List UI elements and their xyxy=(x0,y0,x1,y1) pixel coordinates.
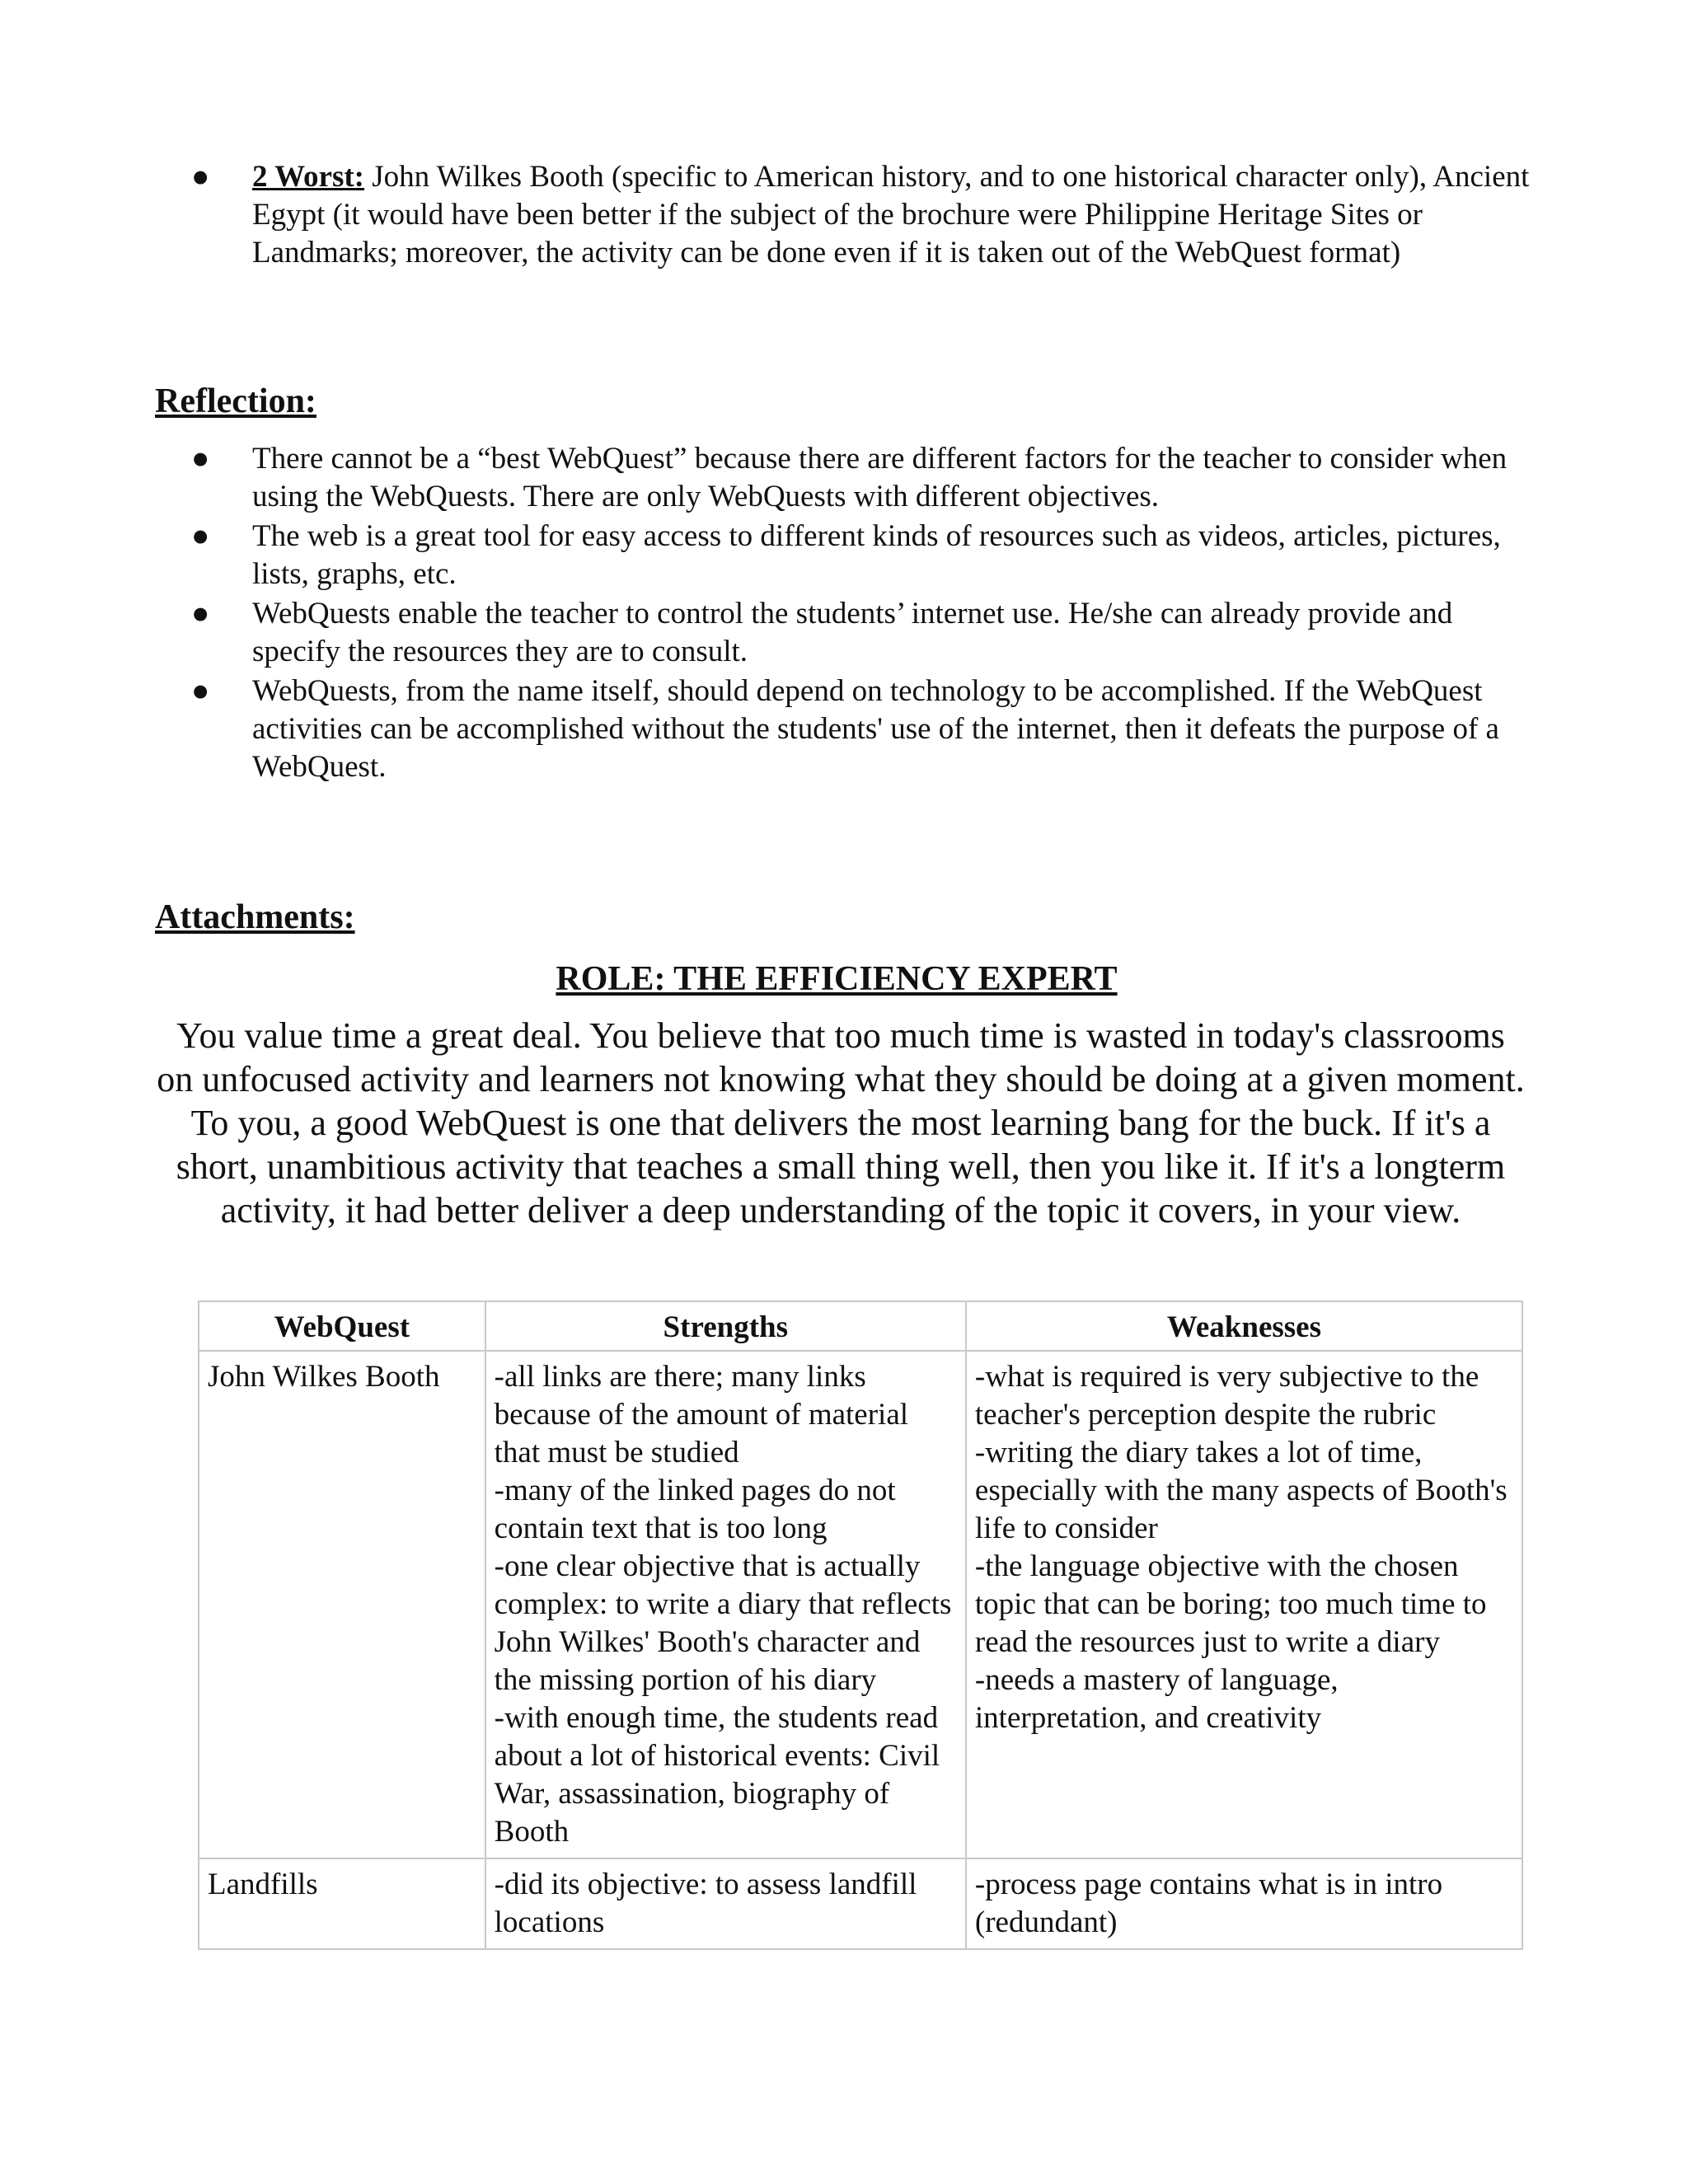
reflection-item-text: WebQuests enable the teacher to control the students’ internet use. He/she can already provide and specify the resources they are to consult. xyxy=(252,597,1453,668)
reflection-item-text: The web is a great tool for easy access to different kinds of resources such as videos, articles, pictures, lists, graphs, etc. xyxy=(252,519,1501,591)
list-item xyxy=(155,518,1540,593)
strengths-cell xyxy=(485,1858,966,1949)
role-title: ROLE: THE EFFICIENCY EXPERT xyxy=(556,960,1118,998)
bullet-icon: ● xyxy=(191,597,210,630)
bullet-icon: ● xyxy=(191,674,210,708)
weakness-item: -process page contains what is in intro (redundant) xyxy=(974,1868,1443,1939)
column-header-weaknesses: Weaknesses xyxy=(966,1301,1522,1351)
evaluation-table xyxy=(198,1301,1523,1950)
reflection-heading: Reflection: xyxy=(155,382,316,420)
reflection-item-text: WebQuests, from the name itself, should depend on technology to be accomplished. If the WebQuest activities can be accomplished without the students' use of the internet, then it defeats the purpose of a WebQuest. xyxy=(252,674,1499,784)
bullet-icon: ● xyxy=(191,160,210,194)
reflection-list xyxy=(155,440,1540,788)
table-row xyxy=(199,1351,1522,1858)
weakness-item: -writing the diary takes a lot of time, especially with the many aspects of Booth's life to consider xyxy=(974,1436,1507,1545)
list-item xyxy=(155,158,1540,272)
column-header-strengths: Strengths xyxy=(485,1301,966,1351)
table-header-row xyxy=(199,1301,1522,1351)
weaknesses-cell xyxy=(966,1858,1522,1949)
worst-label: 2 Worst: xyxy=(252,160,365,194)
worst-list xyxy=(155,158,1540,274)
list-item xyxy=(155,595,1540,671)
strengths-cell xyxy=(485,1351,966,1858)
webquest-name-cell: John Wilkes Booth xyxy=(199,1351,485,1858)
weakness-item: -needs a mastery of language, interpretation, and creativity xyxy=(974,1663,1339,1735)
table-row xyxy=(199,1858,1522,1949)
weakness-item: -what is required is very subjective to the teacher's perception despite the rubric xyxy=(974,1360,1479,1432)
strength-item: -did its objective: to assess landfill locations xyxy=(494,1868,917,1939)
weaknesses-cell xyxy=(966,1351,1522,1858)
bullet-icon: ● xyxy=(191,519,210,553)
list-item xyxy=(155,440,1540,516)
strength-item: -all links are there; many links because of the amount of material that must be studied xyxy=(494,1360,909,1469)
strength-item: -many of the linked pages do not contain text that is too long xyxy=(494,1474,896,1545)
column-header-webquest: WebQuest xyxy=(199,1301,485,1351)
role-description: You value time a great deal. You believe that too much time is wasted in today's classrooms on unfocused activity and learners not knowing what they should be doing at a given moment. To you, a good WebQuest is one that delivers the most learning bang for the buck. If it's a short, unambitious activity that teaches a small thing well, then you like it. If it's a longterm activity, it had better deliver a deep understanding of the topic it covers, in your view. xyxy=(157,1015,1525,1230)
attachments-heading: Attachments: xyxy=(155,898,355,936)
worst-text: John Wilkes Booth (specific to American history, and to one historical character only), Ancient Egypt (it would have been better if the subject of the brochure were Philippine Heritage Sites or Landmarks; moreover, the activity can be done even if it is taken out of the WebQuest format) xyxy=(252,160,1530,269)
strength-item: -one clear objective that is actually complex: to write a diary that reflects John Wilkes' Booth's character and the missing portion of his diary xyxy=(494,1549,952,1697)
reflection-item-text: There cannot be a “best WebQuest” because there are different factors for the teacher to consider when using the WebQuests. There are only WebQuests with different objectives. xyxy=(252,442,1507,513)
strength-item: -with enough time, the students read about a lot of historical events: Civil War, assassination, biography of Booth xyxy=(494,1701,940,1849)
bullet-icon: ● xyxy=(191,442,210,476)
webquest-name-cell: Landfills xyxy=(199,1858,485,1949)
weakness-item: -the language objective with the chosen topic that can be boring; too much time to read the resources just to write a diary xyxy=(974,1549,1487,1659)
list-item xyxy=(155,673,1540,786)
